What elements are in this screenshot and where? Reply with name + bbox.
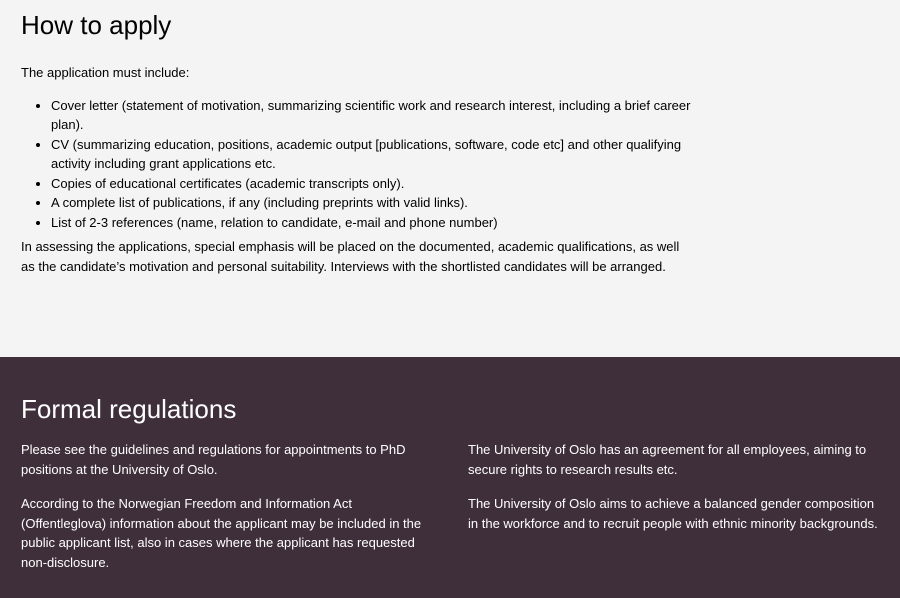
list-item: • A complete list of publications, if any (including preprints with valid links).	[51, 193, 691, 213]
regulations-left-column	[21, 440, 431, 587]
formal-regulations-heading: Formal regulations	[21, 394, 237, 424]
list-item: • CV (summarizing education, positions, academic output [publications, software, code etc] and other qualifying activity including grant applications etc.	[51, 135, 691, 174]
freedom-info-paragraph: According to the Norwegian Freedom and Information Act (Offentleglova) information about the applicant may be included in the public applicant list, also in cases where the applicant has requested non-disclosure.	[21, 496, 422, 570]
regulations-right-column	[468, 440, 878, 587]
gender-balance-paragraph: The University of Oslo aims to achieve a balanced gender composition in the workforce and to recruit people with ethnic minority backgrounds.	[468, 496, 878, 531]
research-rights-paragraph: The University of Oslo has an agreement for all employees, aiming to secure rights to research results etc.	[468, 442, 867, 477]
list-item: • List of 2-3 references (name, relation to candidate, e-mail and phone number)	[51, 213, 691, 233]
guidelines-paragraph: Please see the guidelines and regulations for appointments to PhD positions at the University of Oslo.	[21, 442, 406, 477]
list-item: • Copies of educational certificates (academic transcripts only).	[51, 174, 691, 194]
how-to-apply-heading: How to apply	[21, 10, 172, 40]
application-intro: The application must include:	[21, 65, 190, 80]
requirements-list	[21, 96, 691, 233]
assessment-paragraph: In assessing the applications, special emphasis will be placed on the documented, academic qualifications, as well as the candidate’s motivation and personal suitability. Interviews with the shortlisted candidates will be arranged.	[21, 239, 680, 274]
formal-regulations-section	[0, 357, 900, 598]
list-item: • Cover letter (statement of motivation, summarizing scientific work and research interest, including a brief career plan).	[51, 96, 691, 135]
